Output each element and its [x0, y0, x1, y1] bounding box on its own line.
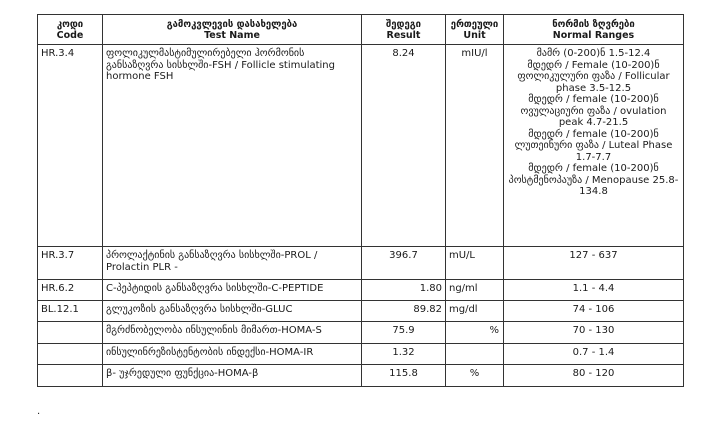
row-test-name: ფოლიკულმასტიმულირებელი ჰორმონის განსაზღვრა სისხლში-FSH / Follicle stimulating hormone FSH — [103, 45, 362, 247]
row-test-name: ინსულინრეზისტენტობის ინდექსი-HOMA-IR — [103, 344, 362, 365]
range-line: მდედრ / female (10-200)ნ ლუთეინური ფაზა / Luteal Phase 1.7-7.7 — [514, 128, 673, 163]
range-line: მდედრ / Female (10-200)ნ ფოლიკულური ფაზა / Follicular phase 3.5-12.5 — [517, 59, 670, 94]
header-result: შედეგი Result — [362, 15, 446, 45]
row-unit: ng/ml — [446, 280, 504, 301]
lab-results-table — [37, 14, 684, 387]
row-unit: mU/L — [446, 247, 504, 280]
range-line: მდედრ / female (10-200)ნ პოსტმენოპაუზა / Menopause 25.8-134.8 — [508, 163, 679, 197]
table-row — [38, 247, 684, 280]
row-normal-range: 127 - 637 — [504, 247, 684, 280]
row-normal-range: 80 - 120 — [504, 365, 684, 387]
row-normal-range — [504, 45, 684, 247]
row-code — [38, 365, 103, 387]
header-unit: ერთეული Unit — [446, 15, 504, 45]
row-test-name: პროლაქტინის განსაზღვრა სისხლში-PROL / Prolactin PLR - — [103, 247, 362, 280]
range-line: მამრ (0-200)ნ 1.5-12.4 — [536, 48, 651, 59]
row-test-name: C-პეპტიდის განსაზღვრა სისხლში-C-PEPTIDE — [103, 280, 362, 301]
row-code: HR.3.4 — [38, 45, 103, 247]
row-test-name: მგრძნობელობა ინსულინის მიმართ-HOMA-S — [103, 322, 362, 344]
row-test-name: გლუკოზის განსაზღვრა სისხლში-GLUC — [103, 301, 362, 322]
row-normal-range: 70 - 130 — [504, 322, 684, 344]
row-unit: mg/dl — [446, 301, 504, 322]
table-row — [38, 301, 684, 322]
table-row — [38, 322, 684, 344]
row-code: BL.12.1 — [38, 301, 103, 322]
row-normal-range: 1.1 - 4.4 — [504, 280, 684, 301]
row-code — [38, 344, 103, 365]
row-code: HR.3.7 — [38, 247, 103, 280]
row-result: 1.80 — [362, 280, 446, 301]
header-code: კოდი Code — [38, 15, 103, 45]
table-header-row — [38, 15, 684, 45]
footer-mark: . — [37, 406, 41, 417]
row-result: 8.24 — [362, 45, 446, 247]
header-test-name: გამოკვლევის დასახელება Test Name — [103, 15, 362, 45]
table-row — [38, 280, 684, 301]
row-result: 1.32 — [362, 344, 446, 365]
row-normal-range: 0.7 - 1.4 — [504, 344, 684, 365]
row-result: 115.8 — [362, 365, 446, 387]
table-row — [38, 365, 684, 387]
row-unit — [446, 344, 504, 365]
table-row — [38, 45, 684, 247]
row-unit: % — [446, 365, 504, 387]
table-row — [38, 344, 684, 365]
range-line: მდედრ / female (10-200)ნ ოვულაციური ფაზა / ovulation peak 4.7-21.5 — [520, 94, 667, 128]
row-result: 89.82 — [362, 301, 446, 322]
row-code — [38, 322, 103, 344]
row-normal-range: 74 - 106 — [504, 301, 684, 322]
row-result: 396.7 — [362, 247, 446, 280]
row-code: HR.6.2 — [38, 280, 103, 301]
row-test-name: β- უჯრედული ფუნქცია-HOMA-β — [103, 365, 362, 387]
header-normal-ranges: ნორმის ზღვრები Normal Ranges — [504, 15, 684, 45]
row-unit: % — [446, 322, 504, 344]
row-unit: mIU/l — [446, 45, 504, 247]
row-result: 75.9 — [362, 322, 446, 344]
